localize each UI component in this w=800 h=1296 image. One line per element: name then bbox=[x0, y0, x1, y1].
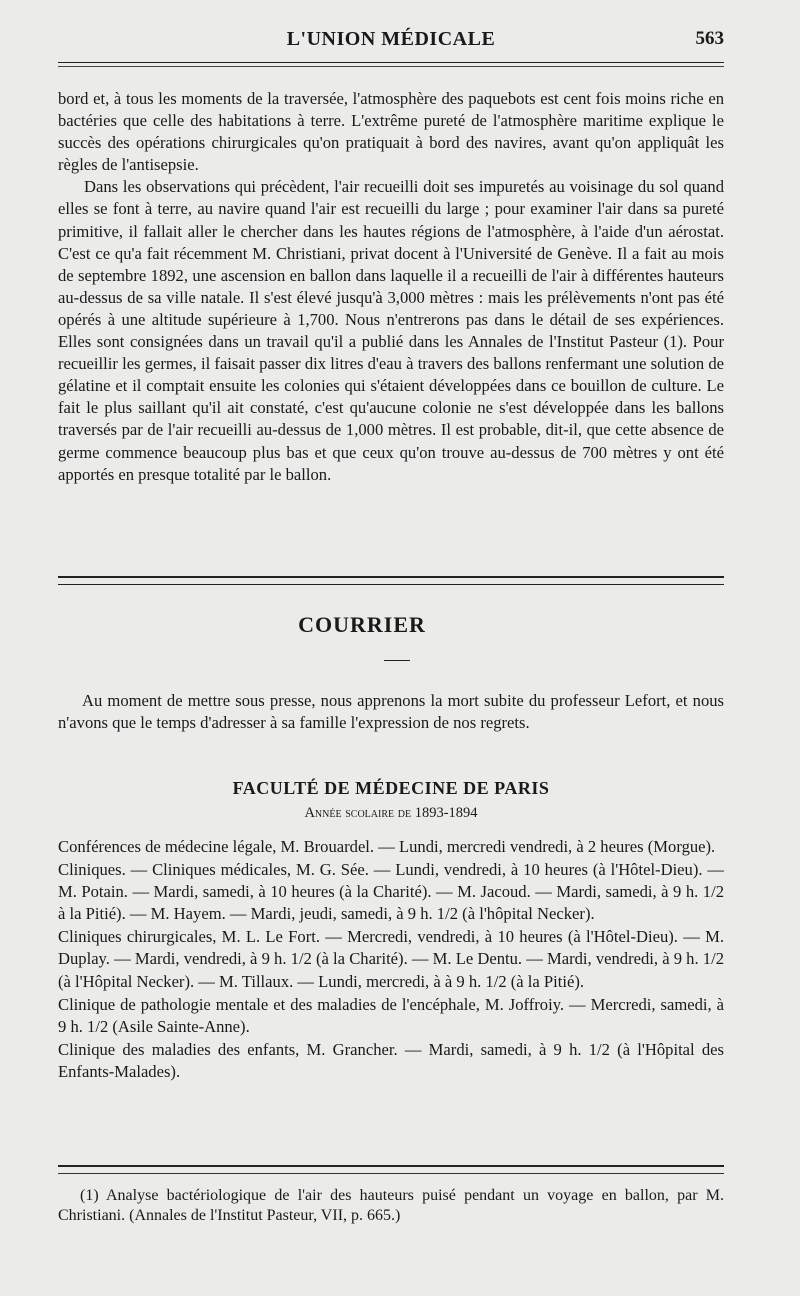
section-divider bbox=[58, 576, 724, 585]
schedule-entry: Clinique de pathologie mentale et des maladies de l'encéphale, M. Joffroiy. — Mercredi, samedi, à 9 h. 1/2 (Asile Sainte-Anne). bbox=[58, 994, 724, 1036]
bleed-through-text bbox=[80, 560, 84, 577]
journal-title: L'UNION MÉDICALE bbox=[286, 28, 496, 50]
paragraph: bord et, à tous les moments de la traversée, l'atmosphère des paquebots est cent fois moins riche en bactéries que celle des habitations à terre. L'extrême pureté de l'atmosphère maritime explique le succès des opérations chirurgicales qu'on pratiquait à bord des navires, avant qu'on appliquât les règles de l'antisepsie. bbox=[58, 89, 724, 175]
article-continuation bbox=[58, 88, 724, 486]
header-rule bbox=[58, 62, 724, 63]
paragraph: Au moment de mettre sous presse, nous apprenons la mort subite du professeur Lefort, et nous n'avons que le temps d'adresser à sa famille l'expression de nos regrets. bbox=[58, 691, 724, 733]
footnote-text: (1) Analyse bactériologique de l'air des hauteurs puisé pendant un voyage en ballon, par M. Christiani. (Annales de l'Institut Pasteur, VII, p. 665.) bbox=[58, 1187, 724, 1224]
header-rule-thin bbox=[58, 66, 724, 67]
schedule-entry: Cliniques. — Cliniques médicales, M. G. Sée. — Lundi, vendredi, à 10 heures (à l'Hôtel-Dieu). — M. Potain. — Mardi, samedi, à 10 heures (à la Charité). — M. Jacoud. — Mardi, samedi, à 9 h. 1/2 à la Pitié). — M. Hayem. — Mardi, jeudi, samedi, à 9 h. 1/2 (à l'hôpital Necker). bbox=[58, 860, 724, 924]
course-schedule bbox=[58, 836, 724, 1084]
paragraph: Dans les observations qui précèdent, l'air recueilli doit ses impuretés au voisinage du sol quand elles se font à terre, au navire quand l'air est recueilli du large ; pour examiner l'air dans sa pureté primitive, il fallait aller le chercher dans les hautes régions de l'atmosphère, à l'aide d'un aérostat. C'est ce qu'a fait récemment M. Christiani, privat docent à l'Université de Genève. Il a fait au mois de septembre 1892, une ascension en ballon dans laquelle il a recueilli de l'air à différentes hauteurs au-dessus de sa ville natale. Il s'est élevé jusqu'à 3,000 mètres : mais les prélèvements n'ont pas été opérés à une altitude supérieure à 1,700. Nous n'entrerons pas dans le détail de ses expériences. Elles sont consignées dans un travail qu'il a publié dans les Annales de l'Institut Pasteur (1). Pour recueillir les germes, il faisait passer dix litres d'eau à travers des ballons renfermant une solution de gélatine et il comptait ensuite les colonies qui s'étaient développées dans ce bouillon de culture. Le fait le plus saillant qu'il ait constaté, c'est qu'aucune colonie ne s'est développée dans les ballons traversés par de l'air recueilli au-dessus de 1,000 mètres. Il est probable, dit-il, que cette absence de germe commence beaucoup plus bas et que ceux qu'on trouve au-dessus de 700 mètres y ont été apportés en presque totalité par le ballon. bbox=[58, 177, 724, 484]
footnote-rule bbox=[58, 1165, 724, 1174]
academic-year-value: 1893-1894 bbox=[414, 805, 478, 821]
title-dash bbox=[384, 660, 410, 661]
running-header bbox=[58, 28, 724, 58]
section-title-faculte: FACULTÉ DE MÉDECINE DE PARIS bbox=[232, 778, 550, 798]
footnote bbox=[58, 1186, 724, 1226]
section-title-courrier: COURRIER bbox=[298, 612, 426, 637]
schedule-entry: Cliniques chirurgicales, M. L. Le Fort. — Mercredi, vendredi, à 10 heures (à l'Hôtel-Dieu). — M. Duplay. — Mardi, vendredi, à 9 h. 1/2 (à la Charité). — M. Le Dentu. — Mardi, vendredi, à 9 h. 1/2 (à l'Hôpital Necker). — M. Tillaux. — Lundi, mercredi, à à 9 h. 1/2 (à la Pitié). bbox=[58, 927, 724, 991]
page-number: 563 bbox=[695, 28, 724, 49]
courrier-notice bbox=[58, 690, 724, 734]
schedule-entry: Conférences de médecine légale, M. Brouardel. — Lundi, mercredi vendredi, à 2 heures (Morgue). bbox=[58, 837, 716, 856]
academic-year bbox=[58, 805, 724, 822]
schedule-entry: Clinique des maladies des enfants, M. Grancher. — Mardi, samedi, à 9 h. 1/2 (à l'Hôpital des Enfants-Malades). bbox=[58, 1039, 724, 1081]
academic-year-label: Année scolaire de bbox=[304, 805, 412, 821]
